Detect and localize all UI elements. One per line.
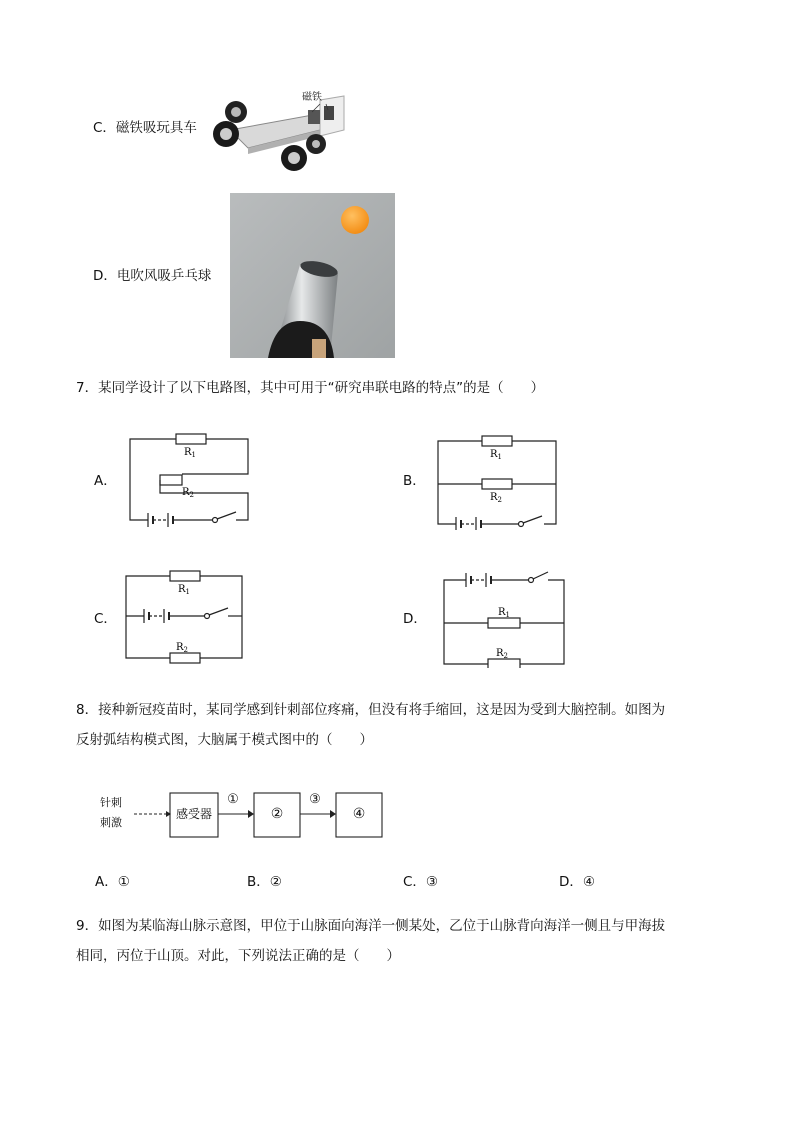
circuit-a-r1-label: $R_1$ <box>184 447 196 459</box>
circuit-d-r1-label: $R_1$ <box>498 607 510 619</box>
arrow2-label: ③ <box>309 792 321 807</box>
q8-option-d: D．④ <box>559 874 595 890</box>
stimulus-label-line1: 针刺 <box>100 796 122 809</box>
circuit-b-r1-label: $R_1$ <box>490 449 502 461</box>
q9-stem-line2: 相同，丙位于山顶。对此，下列说法正确的是（ ） <box>76 948 400 964</box>
reflex-arc-diagram <box>100 790 390 840</box>
q7-option-b-label: B． <box>403 473 426 489</box>
q7-option-a-label: A． <box>94 473 117 489</box>
circuit-b-r2-label: $R_2$ <box>490 492 502 504</box>
q8-option-b: B．② <box>247 874 282 890</box>
circuit-b <box>428 430 568 530</box>
circuit-c-r1-label: $R_1$ <box>178 584 190 596</box>
circuit-d-r2-label: $R_2$ <box>496 648 508 660</box>
q7-option-d-label: D． <box>403 611 427 627</box>
q8-option-a: A．① <box>95 874 130 890</box>
circuit-a-r2-label: $R_2$ <box>182 487 194 499</box>
box2-label: ② <box>270 806 284 822</box>
toy-car-image <box>208 92 348 176</box>
q7-option-c-label: C． <box>94 611 117 627</box>
q9-stem-line1: 9．如图为某临海山脉示意图，甲位于山脉面向海洋一侧某处，乙位于山脉背向海洋一侧且与甲海拔 <box>76 918 666 934</box>
box4-label: ④ <box>352 806 366 822</box>
q8-stem-line2: 反射弧结构模式图，大脑属于模式图中的（ ） <box>76 732 373 748</box>
magnet-label: 磁铁 <box>302 92 322 103</box>
q8-stem-line1: 8．接种新冠疫苗时，某同学感到针刺部位疼痛，但没有将手缩回，这是因为受到大脑控制。如图为 <box>76 702 666 718</box>
receptor-box-label: 感受器 <box>175 807 212 821</box>
option-c-label: C．磁铁吸玩具车 <box>93 120 197 136</box>
circuit-a <box>120 428 260 528</box>
q8-option-c: C．③ <box>403 874 439 890</box>
circuit-c-r2-label: $R_2$ <box>176 642 188 654</box>
q7-stem: 7．某同学设计了以下电路图，其中可用于“研究串联电路的特点”的是（ ） <box>76 380 545 396</box>
circuit-d <box>436 568 576 668</box>
stimulus-label-line2: 刺激 <box>100 816 122 829</box>
option-d-label: D．电吹风吸乒乓球 <box>93 268 212 284</box>
hair-dryer-photo <box>230 193 395 358</box>
circuit-c <box>118 566 258 666</box>
arrow1-label: ① <box>227 792 239 807</box>
